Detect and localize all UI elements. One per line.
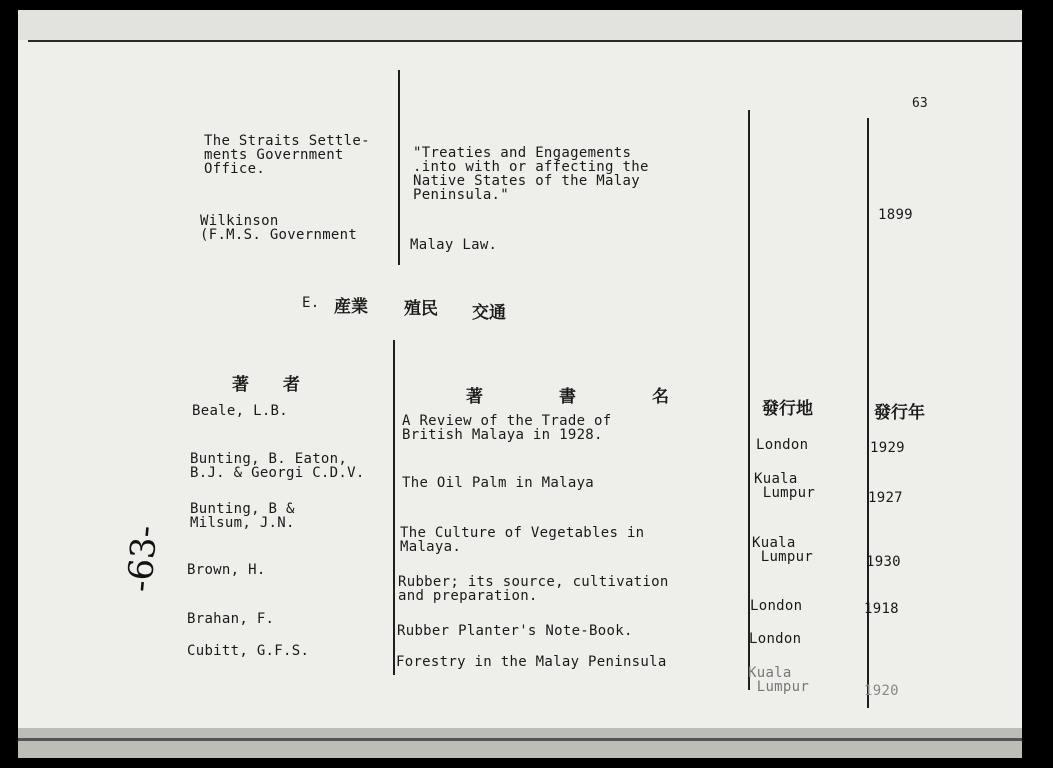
page-number: 63 [912,96,928,111]
row-year: 1920 [864,683,899,699]
column-rule-top [398,70,400,265]
row-title: The Culture of Vegetables in Malaya. [400,525,645,555]
row-place: Kuala Lumpur [752,535,814,565]
row-title: A Review of the Trade of British Malaya in 1928. [402,413,612,443]
row-year: 1930 [866,554,901,570]
header-year: 發行年 [874,403,925,423]
column-rule-year [867,118,869,708]
row-year: 1929 [870,440,905,456]
row-author: Brahan, F. [187,611,275,627]
section-part: 交通 [472,303,506,323]
row-title: The Oil Palm in Malaya [402,475,595,491]
bottom-rule [18,738,1022,741]
bottom-edge [18,728,1022,758]
row-author: Bunting, B. Eaton, B.J. & Georgi C.D.V. [190,451,365,481]
top-entry-author: Wilkinson (F.M.S. Government [200,213,358,243]
row-place: London [756,437,809,453]
header-place: 發行地 [762,399,813,419]
top-entry-title: "Treaties and Engagements .into with or affecting the Native States of the Malay Peninsula." [413,145,649,203]
row-year: 1927 [868,490,903,506]
row-place: London [750,598,803,614]
section-label: E. [302,295,320,311]
section-part: 産業 [334,297,368,317]
row-title: Forestry in the Malay Peninsula [396,654,667,670]
row-title: Rubber; its source, cultivation and preparation. [398,574,669,604]
header-title: 著 書 名 [466,387,683,407]
column-rule-title [393,340,395,675]
row-place: Kuala Lumpur [748,665,810,695]
handwritten-page-note: -63- [120,524,166,594]
row-author: Cubitt, G.F.S. [187,643,310,659]
top-rule [28,40,1022,42]
row-place: London [749,631,802,647]
row-title: Rubber Planter's Note-Book. [397,623,633,639]
row-year: 1918 [864,601,899,617]
row-author: Beale, L.B. [192,403,289,419]
section-part: 殖民 [404,299,438,319]
row-author: Brown, H. [187,562,266,578]
top-entry-author: The Straits Settle- ments Government Office. [204,133,370,177]
row-author: Bunting, B & Milsum, J.N. [190,501,295,531]
header-author: 著 者 [232,375,300,395]
row-place: Kuala Lumpur [754,471,816,501]
top-entry-year: 1899 [878,207,913,223]
top-edge [18,10,1022,40]
top-entry-title: Malay Law. [410,237,498,253]
